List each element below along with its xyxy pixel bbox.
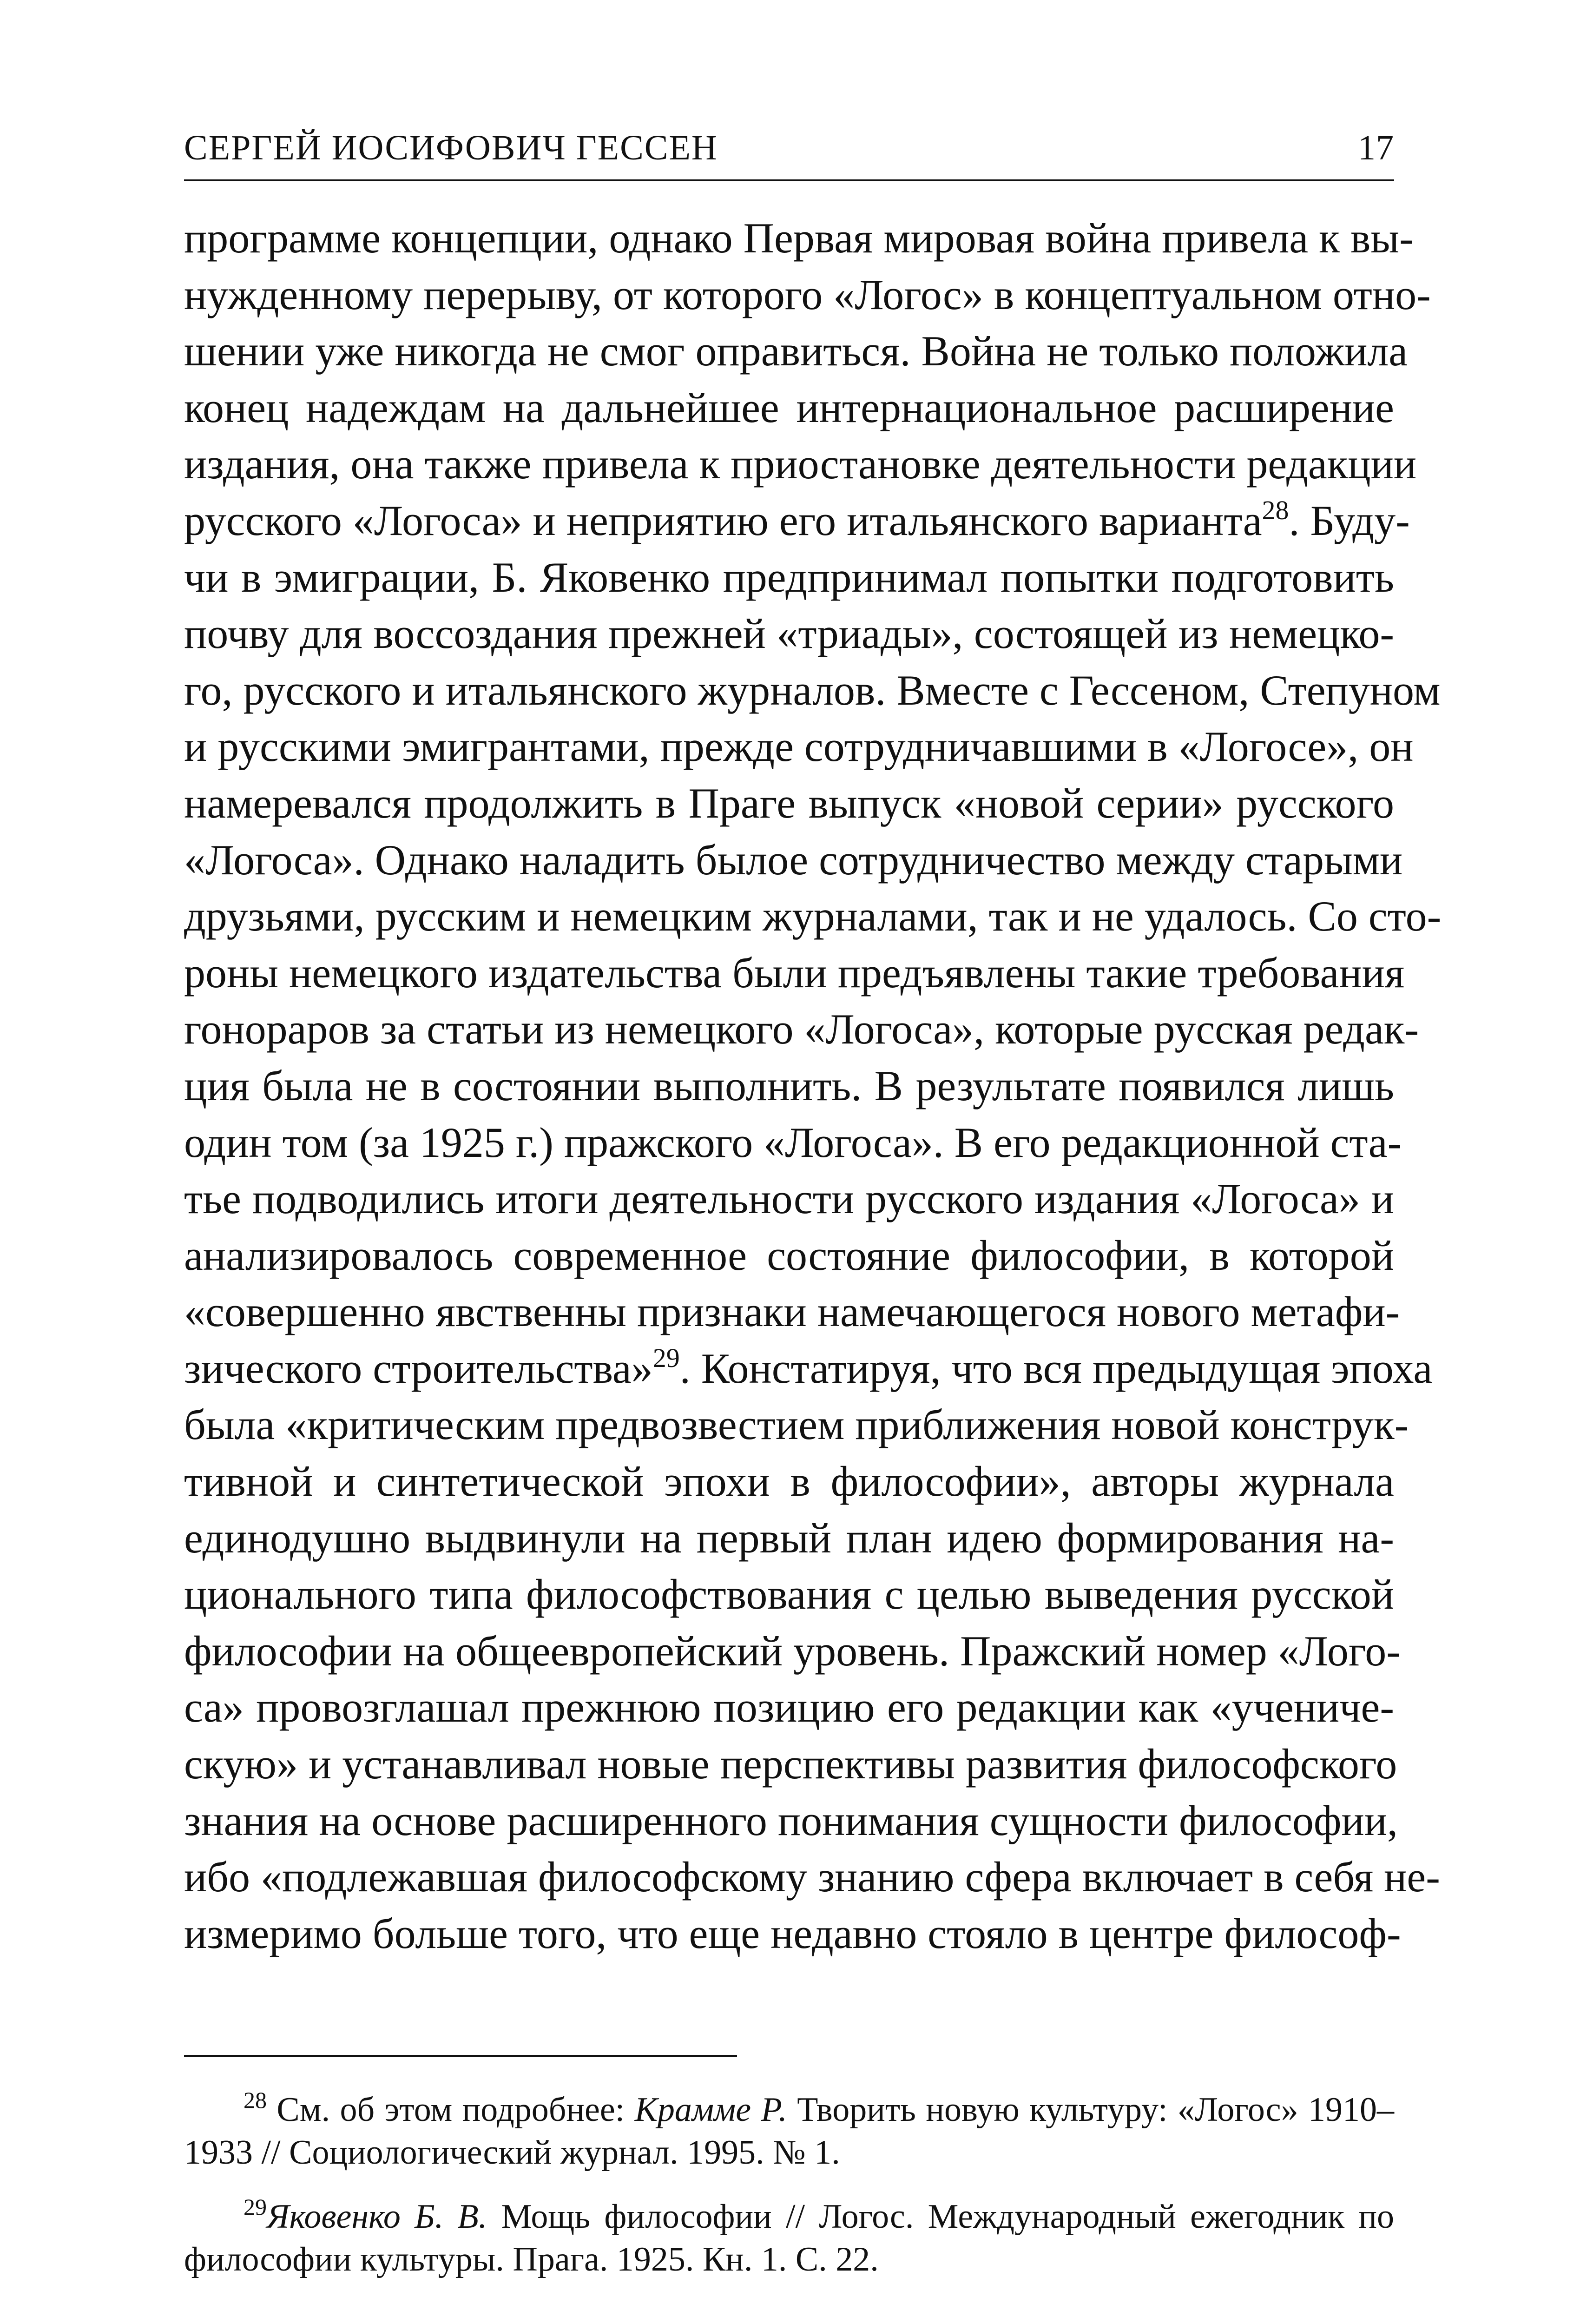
text-segment: См. об этом подробнее: xyxy=(267,2091,635,2129)
footnote-gap xyxy=(184,2174,1394,2195)
text-line: была «критическим предвозвестием приближения новой конструк- xyxy=(184,1401,1409,1449)
footnote-29-line xyxy=(184,2195,1394,2238)
text-line: гонораров за статьи из немецкого «Логоса», которые русская редак- xyxy=(184,1005,1419,1053)
text-line: чи в эмиграции, Б. Яковенко предпринимал попытки подготовить xyxy=(184,553,1394,601)
main-text xyxy=(184,210,1442,1962)
text-line: го, русского и итальянского журналов. Вместе с Гессеном, Степуном xyxy=(184,666,1441,714)
text-line: ибо «подлежавшая философскому знанию сфера включает в себя не- xyxy=(184,1853,1440,1901)
text-segment: Мощь философии // Логос. Международный ежегодник по xyxy=(487,2198,1394,2236)
text-line: программе концепции, однако Первая мировая война привела к вы- xyxy=(184,214,1414,262)
book-page xyxy=(184,128,1442,2281)
text-line xyxy=(184,1340,1433,1397)
running-title: СЕРГЕЙ ИОСИФОВИЧ ГЕССЕН xyxy=(184,128,718,167)
text-line: и русскими эмигрантами, прежде сотрудничавшими в «Логосе», он xyxy=(184,723,1414,771)
footnote-28-line xyxy=(184,2088,1394,2131)
text-line: измеримо больше того, что еще недавно стояло в центре философ- xyxy=(184,1909,1401,1957)
text-line: «совершенно явственны признаки намечающегося нового метафи- xyxy=(184,1288,1400,1336)
text-line: знания на основе расширенного понимания сущности философии, xyxy=(184,1796,1398,1844)
text-segment: зического строительства» xyxy=(184,1344,653,1392)
text-line: тивной и синтетической эпохи в философии», авторы журнала xyxy=(184,1458,1394,1505)
text-line: тье подводились итоги деятельности русского издания «Логоса» и xyxy=(184,1175,1394,1223)
footnotes xyxy=(184,2088,1394,2281)
running-header xyxy=(184,130,1394,181)
text-line: почву для воссоздания прежней «триады», состоящей из немецко- xyxy=(184,610,1394,658)
footnote-29-line: философии культуры. Прага. 1925. Кн. 1. С. 22. xyxy=(184,2240,879,2279)
text-line: анализировалось современное состояние философии, в которой xyxy=(184,1231,1394,1279)
text-line: «Логоса». Однако наладить былое сотрудничество между старыми xyxy=(184,836,1403,884)
footnote-number: 29 xyxy=(244,2194,267,2220)
footnote-ref-29[interactable]: 29 xyxy=(652,1342,680,1373)
text-line: друзьями, русским и немецким журналами, так и не удалось. Со сто- xyxy=(184,892,1442,940)
footnote-author: Яковенко Б. В. xyxy=(267,2198,487,2236)
text-line: са» провозглашал прежнюю позицию его редакции как «учениче- xyxy=(184,1684,1394,1731)
footnote-ref-28[interactable]: 28 xyxy=(1262,495,1289,525)
text-segment: . Буду- xyxy=(1289,496,1410,544)
text-line: конец надеждам на дальнейшее интернациональное расширение xyxy=(184,383,1394,431)
text-line: один том (за 1925 г.) пражского «Логоса». В его редакционной ста- xyxy=(184,1118,1402,1166)
text-segment: . Констатируя, что вся предыдущая эпоха xyxy=(679,1344,1433,1392)
footnote-divider xyxy=(184,2055,737,2057)
text-line: нужденному перерыву, от которого «Логос» в концептуальном отно- xyxy=(184,271,1431,318)
text-line xyxy=(184,493,1410,549)
footnote-28-line: 1933 // Социологический журнал. 1995. № 1. xyxy=(184,2133,840,2172)
text-line: шении уже никогда не смог оправиться. Война не только положила xyxy=(184,327,1408,375)
text-line: скую» и устанавливал новые перспективы развития философского xyxy=(184,1740,1397,1788)
text-line: ция была не в состоянии выполнить. В результате появился лишь xyxy=(184,1062,1394,1109)
text-line: намеревался продолжить в Праге выпуск «новой серии» русского xyxy=(184,779,1394,827)
text-segment: Творить новую культуру: «Логос» 1910– xyxy=(787,2091,1394,2129)
text-line: ционального типа философствования с целью выведения русской xyxy=(184,1571,1394,1618)
text-line: философии на общеевропейский уровень. Пражский номер «Лого- xyxy=(184,1627,1401,1675)
text-line: единодушно выдвинули на первый план идею формирования на- xyxy=(184,1514,1394,1562)
text-line: роны немецкого издательства были предъявлены такие требования xyxy=(184,949,1405,997)
footnote-author: Крамме Р. xyxy=(634,2091,787,2129)
footnote-number: 28 xyxy=(244,2087,267,2113)
text-line: издания, она также привела к приостановке деятельности редакции xyxy=(184,440,1417,488)
text-segment: русского «Логоса» и неприятию его итальянского варианта xyxy=(184,496,1262,544)
page-number: 17 xyxy=(1358,128,1394,167)
